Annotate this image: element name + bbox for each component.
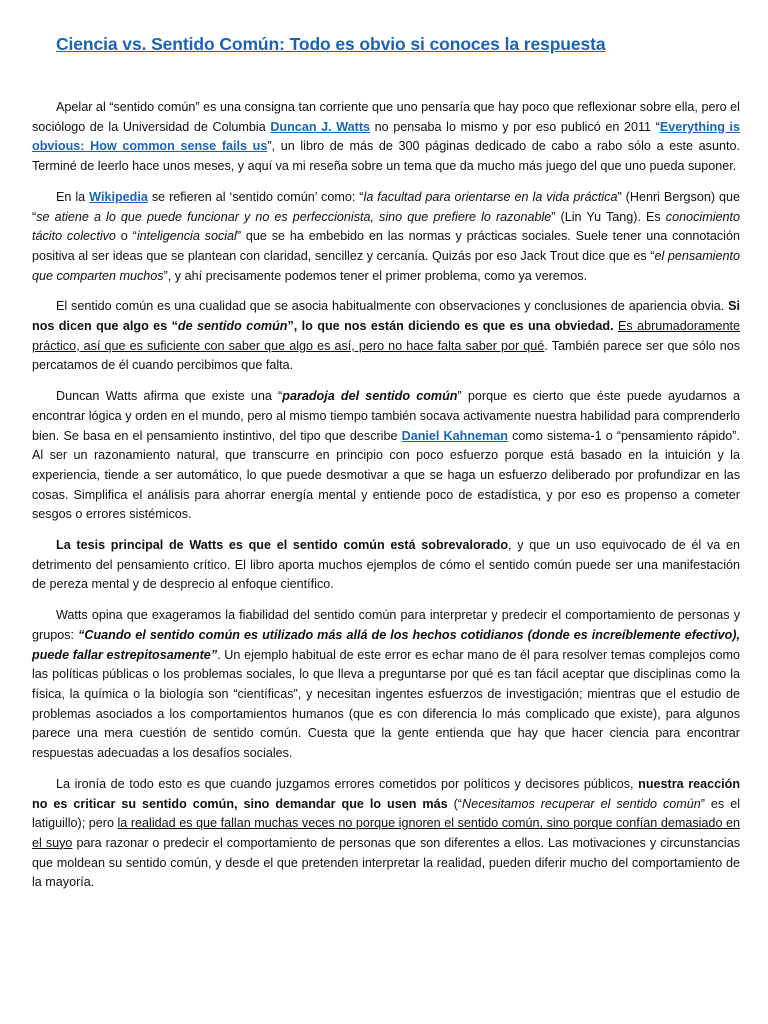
quote: la facultad para orientarse en la vida práctica <box>363 189 618 204</box>
link-wikipedia[interactable]: Wikipedia <box>89 189 148 204</box>
paragraph-2 <box>32 188 740 287</box>
text: no pensaba lo mismo y por eso publicó en 2011 “ <box>370 119 660 134</box>
text: como sistema-1 o “pensamiento rápido”. Al ser un razonamiento natural, que transcurre en principio con poco esfuerzo porque está basado en la intuición y la experiencia, tiende a ser automático, lo que puede desmotivar a que se haga un esfuerzo deliberado por profundizar en las cosas. Simplifica el análisis para ahorrar energía mental y entiende poco de estadística, y por eso es propenso a cometer sesgos o errores sistémicos. <box>32 428 740 522</box>
bold-text: La tesis principal de Watts es que el sentido común está sobrevalorado <box>56 538 509 553</box>
text: ” (Lin Yu Tang). Es <box>551 209 666 224</box>
text: o “ <box>115 229 137 244</box>
paragraph-1 <box>32 98 740 177</box>
bold-text: ”, lo que nos están diciendo es que es una obviedad. <box>287 319 614 334</box>
bold-text: nuestra reacción no es criticar su sentido común, sino demandar que lo usen más <box>32 776 741 811</box>
text: ” porque es cierto que éste puede ayudarnos a encontrar lógica y orden en el mundo, pero al mismo tiempo también socava activamente nuestra habilidad para comprenderlo bien. Se basa en el pensamiento instintivo, del tipo que describe <box>32 389 740 443</box>
text: . Un ejemplo habitual de este error es echar mano de él para resolver temas complejos como las políticas públicas o los problemas sociales, lo que lleva a preguntarse por qué es tan fácil aceptar que disciplinas como la física, la química o la biología son “científicas”, y necesitan ingentes esfuerzos de investigación; mientras que el estudio de problemas asociados a los comportamientos humanos (que es con diferencia lo más complicado que existe), para algunos parece una mera cuestión de sentido común. Cuesta que la gente entienda que hay que hacer ciencia para encontrar respuestas adecuadas a los desafíos sociales. <box>32 647 740 761</box>
quote: conocimiento tácito colectivo <box>32 209 741 244</box>
text: En la <box>56 189 90 204</box>
text: ” (Henri Bergson) que “ <box>32 189 741 224</box>
link-duncan-watts[interactable]: Duncan J. Watts <box>270 119 371 134</box>
bold-italic-quote: “Cuando el sentido común es utilizado más allá de los hechos cotidianos (donde es increíblemente efectivo), puede fallar estrepitosamente” <box>32 627 740 662</box>
text: Duncan Watts afirma que existe una “ <box>56 389 283 404</box>
link-daniel-kahneman[interactable]: Daniel Kahneman <box>401 428 508 443</box>
paragraph-3 <box>32 297 740 376</box>
link-everything-is-obvious[interactable]: Everything is obvious: How common sense fails us <box>32 119 741 154</box>
text: Apelar al “sentido común” es una consigna tan corriente que uno pensaría que hay poco que reflexionar sobre ella, pero el sociólogo de la Universidad de Columbia <box>32 100 740 134</box>
quote: el pensamiento que comparten muchos <box>32 248 740 283</box>
text: . También parece ser que sólo nos percatamos de él cuando percibimos que falta. <box>32 338 740 373</box>
paragraph-6 <box>32 606 740 764</box>
text: ” es el latiguillo); pero <box>32 796 741 831</box>
quote: inteligencia social <box>136 229 237 244</box>
paragraph-4 <box>32 387 740 525</box>
underlined-text: Es abrumadoramente práctico, así que es suficiente con saber que algo es así, pero no hace falta saber por qué <box>32 319 740 353</box>
bold-text: Si nos dicen que algo es “ <box>32 299 740 334</box>
bold-italic-text: de sentido común <box>177 319 288 334</box>
text: Watts opina que exageramos la fiabilidad del sentido común para interpretar y predecir el comportamiento de personas y grupos: <box>32 608 740 642</box>
article-title: Ciencia vs. Sentido Común: Todo es obvio si conoces la respuesta <box>56 34 606 54</box>
text: La ironía de todo esto es que cuando juzgamos errores cometidos por políticos y decisores públicos, <box>56 776 639 791</box>
text: se refieren al ‘sentido común’ como: “ <box>147 189 364 204</box>
text: ”, y ahí precisamente podemos tener el primer problema, como ya veremos. <box>163 268 588 283</box>
quote: se atiene a lo que puede funcionar y no es perfeccionista, sino que prefiere lo razonable <box>36 209 552 224</box>
text: ” que se ha embebido en las normas y prácticas sociales. Suele tener una connotación positiva al ser ideas que se plantean con claridad, sencillez y cercanía. Quizás por eso Jack Trout dice que es “ <box>32 229 740 263</box>
text: ”, un libro de más de 300 páginas dedicado de cabo a rabo sólo a este asunto. Terminé de leerlo hace unos meses, y aquí va mi reseña sobre un tema que da mucho más juego del que uno pueda suponer. <box>32 139 740 174</box>
bold-italic-text: paradoja del sentido común <box>282 389 458 404</box>
text: (“ <box>447 796 462 811</box>
underlined-text: la realidad es que fallan muchas veces no porque ignoren el sentido común, sino porque confían demasiado en el suyo <box>32 816 740 850</box>
paragraph-5 <box>32 536 740 595</box>
text: , y que un uso equivocado de él va en detrimento del pensamiento crítico. El libro aporta muchos ejemplos de cómo el sentido común puede ser una manifestación de pereza mental y de desprecio al enfoque científico. <box>32 538 740 592</box>
text: para razonar o predecir el comportamiento de personas que son diferentes a ellos. Las motivaciones y circunstancias que moldean su sentido común, y desde el que pretenden interpretar la realidad, pueden diferir mucho del comportamiento de la mayoría. <box>32 835 741 890</box>
text: El sentido común es una cualidad que se asocia habitualmente con observaciones y conclusiones de apariencia obvia. <box>56 299 729 314</box>
quote: Necesitamos recuperar el sentido común <box>461 796 701 811</box>
paragraph-7 <box>32 775 740 893</box>
